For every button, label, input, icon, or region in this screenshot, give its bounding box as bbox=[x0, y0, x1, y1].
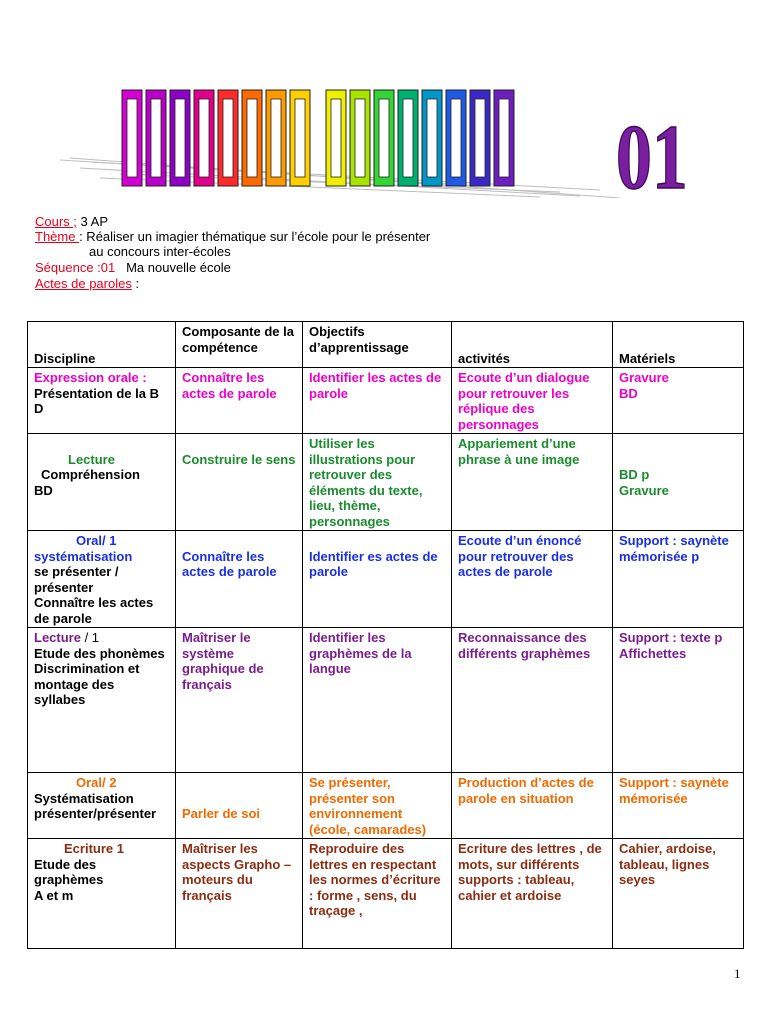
banner-glyph-hole bbox=[499, 99, 509, 177]
sequence-label: Séquence :01 bbox=[35, 260, 116, 275]
theme-line bbox=[35, 229, 430, 244]
table-row bbox=[28, 628, 744, 773]
composante-text: Parler de soi bbox=[182, 806, 261, 821]
discipline-cell bbox=[28, 368, 176, 434]
composante-text: Connaître les actes de parole bbox=[182, 548, 277, 579]
composante-cell: Maîtriser le système graphique de français bbox=[176, 628, 303, 773]
activites-cell: Reconnaissance des différents graphèmes bbox=[452, 628, 613, 773]
materiel-item: Gravure bbox=[619, 370, 669, 385]
table-header-row bbox=[28, 322, 744, 368]
materiels-cell bbox=[613, 434, 744, 531]
banner-letters bbox=[122, 90, 514, 186]
cours-value: 3 AP bbox=[76, 214, 108, 229]
materiels-cell: Support : saynète mémorisée p bbox=[613, 531, 744, 628]
header-materiels: Matériels bbox=[613, 322, 744, 368]
objectifs-cell: Utiliser les illustrations pour retrouver des éléments du texte, lieu, thème, personnages bbox=[303, 434, 452, 531]
activites-cell: Ecoute d’un énoncé pour retrouver des actes de parole bbox=[452, 531, 613, 628]
composante-cell bbox=[176, 434, 303, 531]
objectifs-cell: Se présenter, présenter son environnement (école, camarades) bbox=[303, 773, 452, 839]
composante-cell: Maîtriser les aspects Grapho – moteurs du français bbox=[176, 839, 303, 949]
page-number: 1 bbox=[734, 966, 741, 981]
discipline-cell bbox=[28, 773, 176, 839]
banner-glyph-hole bbox=[475, 99, 485, 177]
cours-label: Cours ; bbox=[35, 214, 77, 229]
header-activites: activités bbox=[452, 322, 613, 368]
discipline-title: systématisation bbox=[34, 548, 133, 564]
header-composante: Composante de la compétence bbox=[176, 322, 303, 368]
actes-colon: : bbox=[131, 276, 140, 291]
materiels-cell: Support : saynète mémorisée bbox=[613, 773, 744, 839]
discipline-detail: Systématisation bbox=[34, 790, 134, 806]
banner-glyph-hole bbox=[247, 99, 257, 177]
discipline-detail: Etude des phonèmes bbox=[34, 645, 165, 661]
table-row bbox=[28, 531, 744, 628]
banner-glyph-hole bbox=[427, 99, 437, 177]
objectifs-cell: Reproduire des lettres en respectant les normes d’écriture : forme , sens, du traçage , bbox=[303, 839, 452, 949]
table-row bbox=[28, 434, 744, 531]
discipline-title: Expression orale : bbox=[34, 370, 147, 385]
activites-cell: Ecoute d’un dialogue pour retrouver les réplique des personnages bbox=[452, 368, 613, 434]
banner-glyph-hole bbox=[223, 99, 233, 177]
header-discipline: Discipline bbox=[28, 322, 176, 368]
discipline-number: / 1 bbox=[80, 630, 100, 645]
materiels-cell bbox=[613, 628, 744, 773]
discipline-title: Oral/ 1 bbox=[76, 533, 117, 548]
table-row bbox=[28, 773, 744, 839]
banner-glyph-hole bbox=[151, 99, 161, 177]
objectifs-cell bbox=[303, 531, 452, 628]
discipline-title: Ecriture 1 bbox=[64, 841, 124, 856]
materiel-item: Affichettes bbox=[619, 645, 687, 661]
materiel-item: Gravure bbox=[619, 482, 669, 498]
materiels-cell: Cahier, ardoise, tableau, lignes seyes bbox=[613, 839, 744, 949]
activites-cell: Appariement d’une phrase à une image bbox=[452, 434, 613, 531]
banner-glyph-hole bbox=[199, 99, 209, 177]
discipline-cell bbox=[28, 839, 176, 949]
banner-number: 01 bbox=[616, 105, 688, 198]
materiel-item: Support : texte p bbox=[619, 630, 723, 645]
table-row bbox=[28, 368, 744, 434]
discipline-cell bbox=[28, 531, 176, 628]
composante-cell bbox=[176, 773, 303, 839]
composante-cell bbox=[176, 531, 303, 628]
materiel-item: BD p bbox=[619, 467, 650, 482]
discipline-detail: A et m bbox=[34, 887, 74, 903]
banner-glyph-hole bbox=[175, 99, 185, 177]
discipline-title: Lecture bbox=[34, 630, 81, 645]
actes-label: Actes de paroles bbox=[35, 276, 132, 291]
theme-label: Thème bbox=[35, 229, 80, 244]
banner-glyph-hole bbox=[403, 99, 413, 177]
banner-glyph-hole bbox=[271, 99, 281, 177]
discipline-detail: Discrimination et montage des syllabes bbox=[34, 661, 140, 707]
discipline-detail: se présenter / présenter bbox=[34, 564, 119, 595]
sequence-line bbox=[35, 260, 231, 275]
header-objectifs: Objectifs d’apprentissage bbox=[303, 322, 452, 368]
sequence-value: Ma nouvelle école bbox=[126, 260, 231, 275]
theme-continuation: au concours inter-écoles bbox=[89, 244, 231, 259]
discipline-title: Lecture bbox=[68, 451, 115, 467]
lesson-table bbox=[27, 321, 744, 949]
discipline-detail: Connaître les actes de parole bbox=[34, 595, 154, 626]
activites-cell: Ecriture des lettres , de mots, sur différents supports : tableau, cahier et ardoise bbox=[452, 839, 613, 949]
discipline-title: Oral/ 2 bbox=[76, 775, 117, 790]
objectifs-cell: Identifier les graphèmes de la langue bbox=[303, 628, 452, 773]
cours-line bbox=[35, 214, 108, 229]
banner-glyph-hole bbox=[355, 99, 365, 177]
theme-value: : Réaliser un imagier thématique sur l’école pour le présenter bbox=[79, 229, 431, 244]
objectifs-text: Identifier es actes de parole bbox=[309, 548, 438, 579]
discipline-detail: présenter/présenter bbox=[34, 806, 157, 821]
discipline-detail: Compréhension bbox=[41, 467, 140, 482]
discipline-detail: Etude des graphèmes bbox=[34, 856, 104, 887]
composante-text: Construire le sens bbox=[182, 451, 296, 467]
discipline-detail: BD bbox=[34, 482, 53, 498]
activites-cell: Production d’actes de parole en situation bbox=[452, 773, 613, 839]
banner-glyph-hole bbox=[295, 99, 305, 177]
discipline-cell bbox=[28, 628, 176, 773]
banner-glyph-hole bbox=[379, 99, 389, 177]
discipline-cell bbox=[28, 434, 176, 531]
materiels-cell bbox=[613, 368, 744, 434]
banner-glyph-hole bbox=[451, 99, 461, 177]
actes-line bbox=[35, 276, 139, 291]
banner-glyph-hole bbox=[127, 99, 137, 177]
discipline-detail: Présentation de la B D bbox=[34, 385, 159, 416]
table-row bbox=[28, 839, 744, 949]
title-banner bbox=[60, 78, 700, 198]
objectifs-cell: Identifier les actes de parole bbox=[303, 368, 452, 434]
banner-glyph-hole bbox=[331, 99, 341, 177]
composante-cell: Connaître les actes de parole bbox=[176, 368, 303, 434]
materiel-item: BD bbox=[619, 385, 638, 401]
